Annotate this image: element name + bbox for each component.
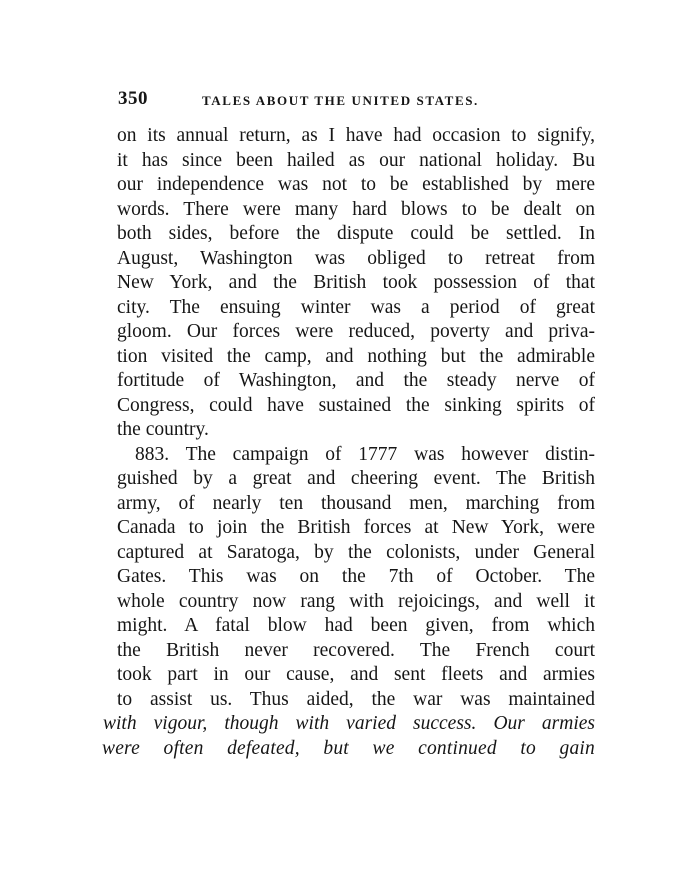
text-line: guished by a great and cheering event. The British: [117, 468, 595, 489]
running-head: TALES ABOUT THE UNITED STATES.: [202, 93, 479, 108]
body-text: [102, 124, 595, 761]
text-line: captured at Saratoga, by the colonists, under General: [117, 541, 595, 563]
paragraph-end-line: the country.: [117, 419, 209, 440]
text-line: our independence was not to be established by mere: [117, 174, 595, 195]
text-line: it has since been hailed as our national holiday. Bu: [117, 149, 595, 171]
text-line: whole country now rang with rejoicings, and well it: [117, 590, 595, 612]
text-line: both sides, before the dispute could be settled. In: [117, 223, 595, 244]
text-line: Congress, could have sustained the sinking spirits of: [117, 394, 595, 416]
text-line: gloom. Our forces were reduced, poverty and priva-: [117, 321, 595, 342]
text-line: tion visited the camp, and nothing but the admirable: [117, 345, 595, 367]
page-header: [118, 88, 598, 116]
text-line: with vigour, though with varied success. Our armies: [103, 713, 595, 734]
page-number: 350: [118, 88, 148, 109]
text-line: New York, and the British took possession of that: [117, 272, 595, 293]
text-line: Gates. This was on the 7th of October. The: [117, 566, 595, 587]
text-line: city. The ensuing winter was a period of great: [117, 296, 595, 318]
text-line: words. There were many hard blows to be dealt on: [117, 198, 595, 220]
text-line: on its annual return, as I have had occasion to signify,: [117, 125, 595, 146]
text-line: to assist us. Thus aided, the war was maintained: [117, 688, 595, 710]
text-line: were often defeated, but we continued to gain: [102, 737, 595, 759]
text-line: took part in our cause, and sent fleets and armies: [117, 664, 595, 685]
paragraph-start-line: 883. The campaign of 1777 was however distin-: [135, 443, 595, 465]
text-line: Canada to join the British forces at New York, were: [117, 517, 595, 538]
text-line: August, Washington was obliged to retreat from: [117, 247, 595, 269]
text-line: the British never recovered. The French court: [117, 639, 595, 661]
text-line: army, of nearly ten thousand men, marching from: [117, 492, 595, 514]
text-line: fortitude of Washington, and the steady nerve of: [117, 370, 595, 391]
text-line: might. A fatal blow had been given, from which: [117, 615, 595, 636]
